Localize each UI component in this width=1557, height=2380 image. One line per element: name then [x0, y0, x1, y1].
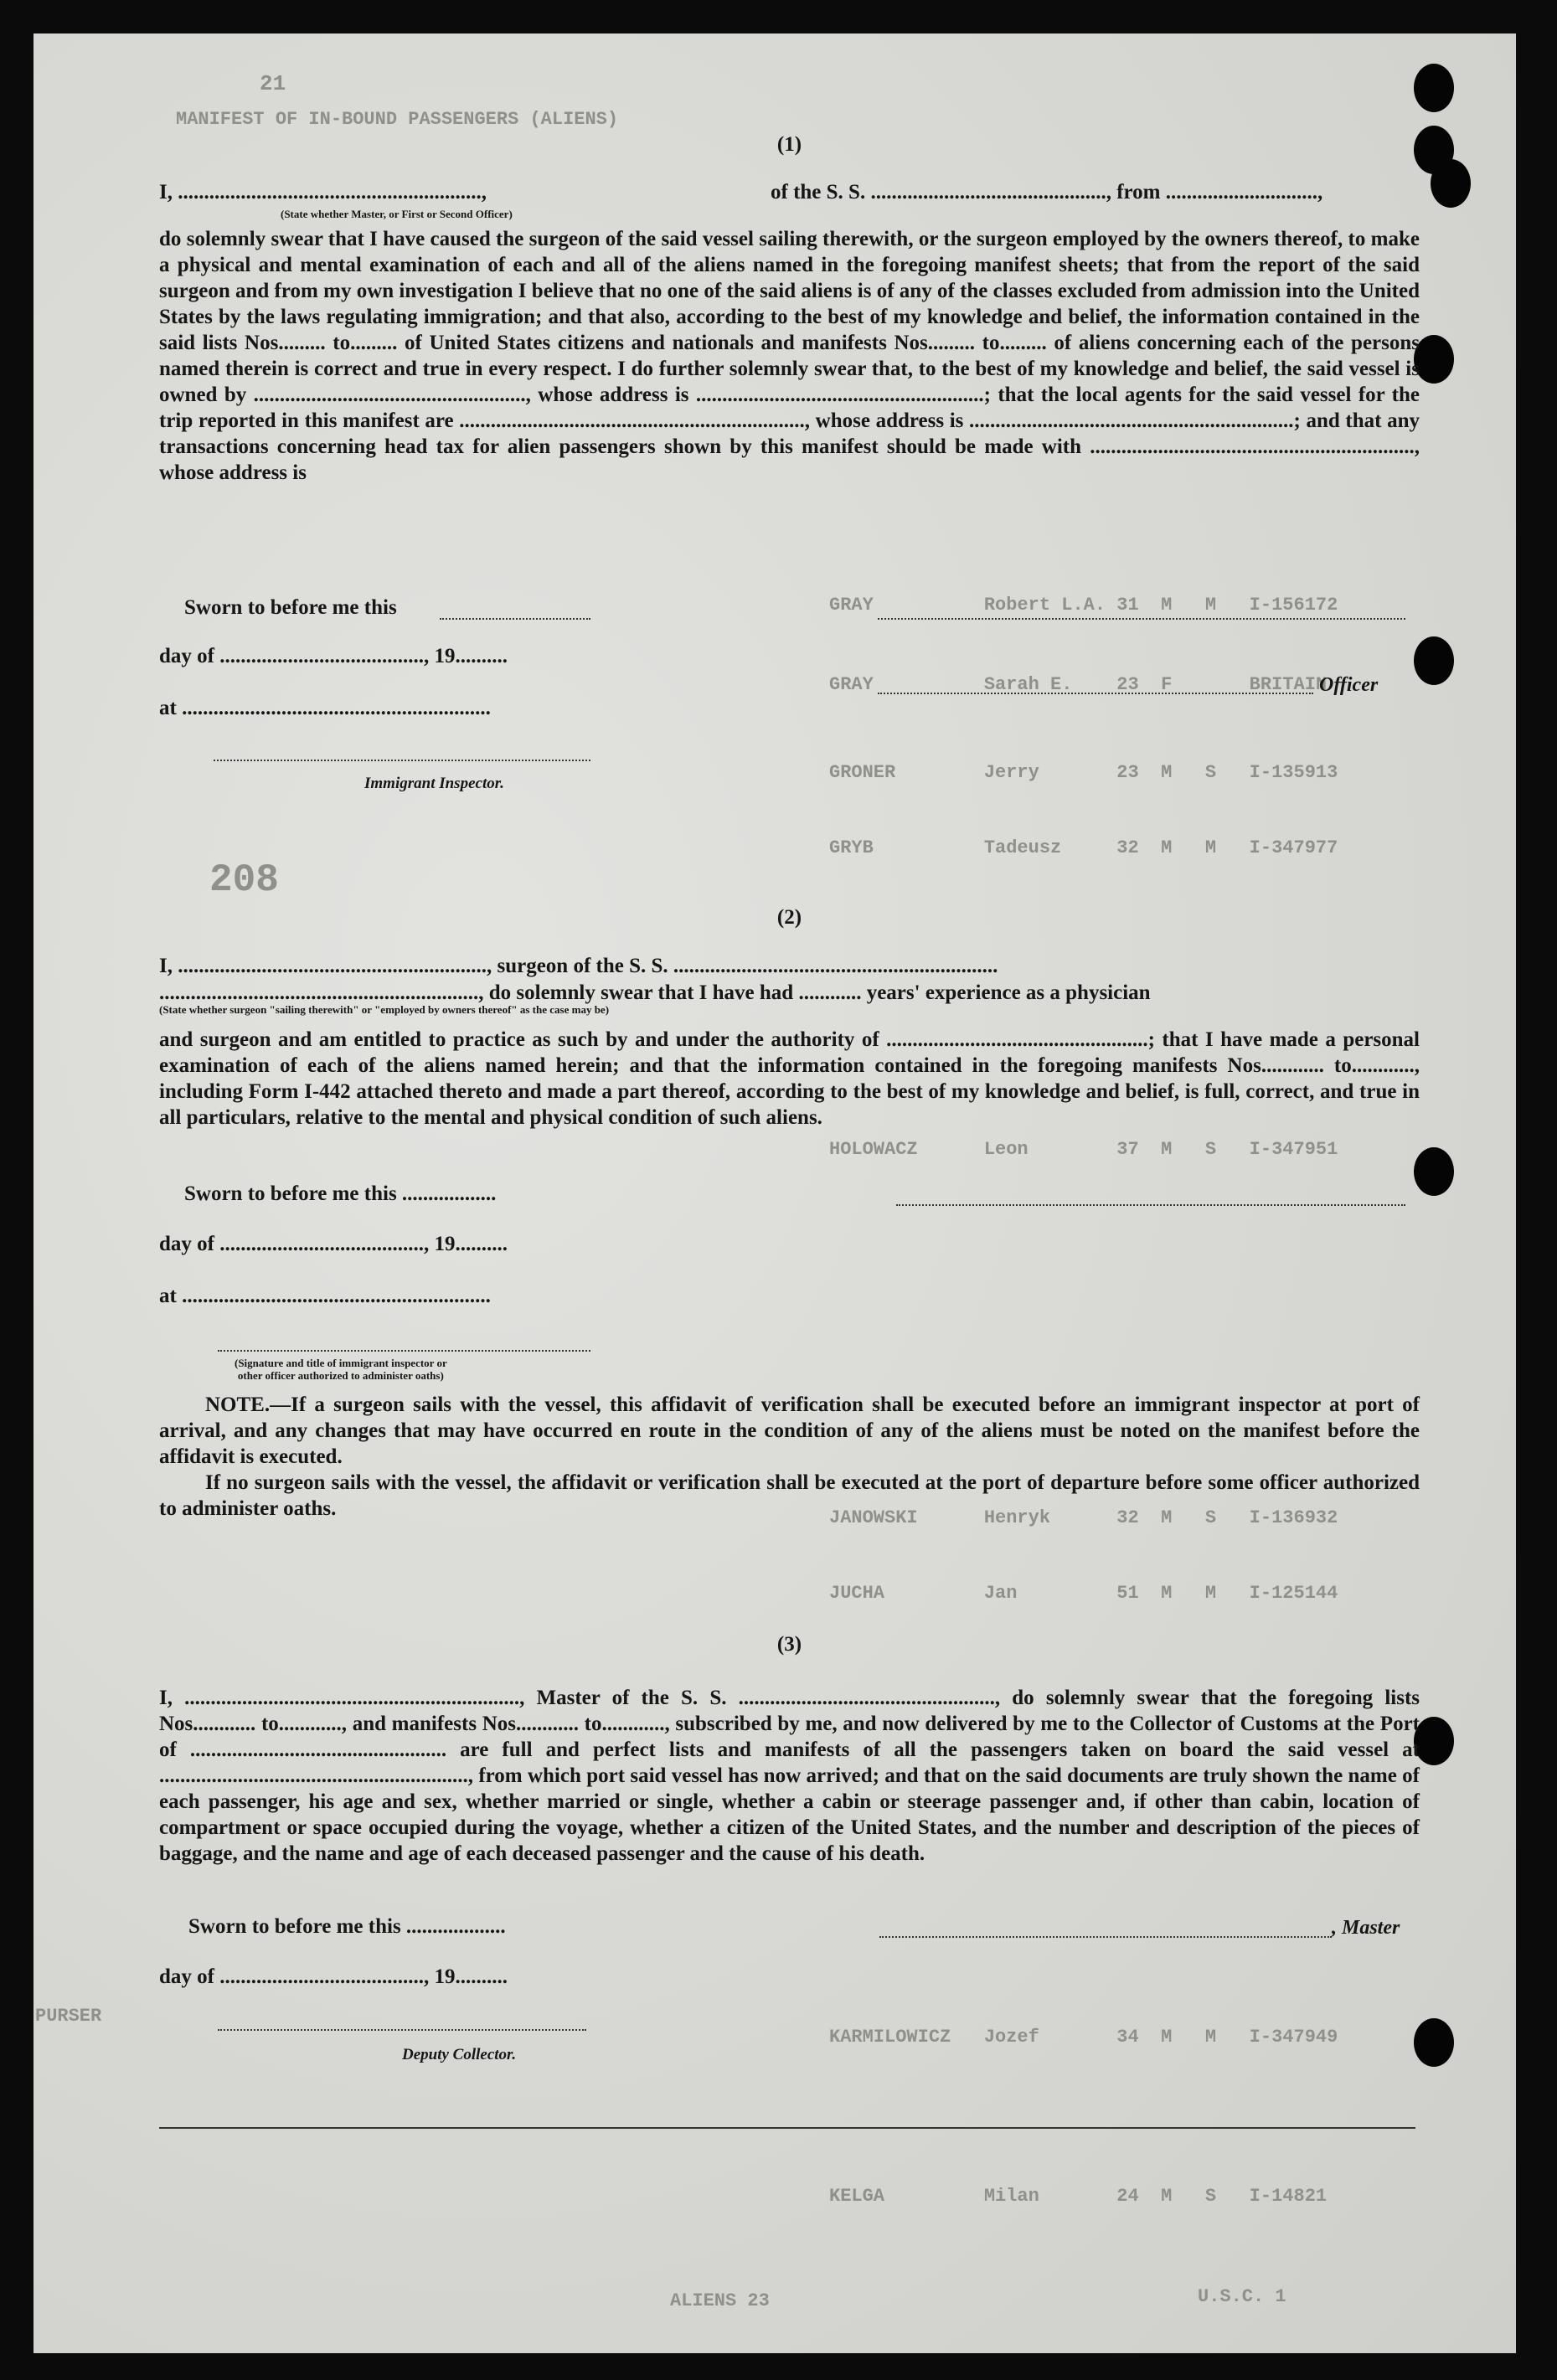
document-page [34, 33, 1516, 2353]
s2-line-2: ............................................................., do solemnly swear that I have had ............ years' experience as a physician [159, 981, 1151, 1004]
bleed-row: GRAY Sarah E. 23 F BRITAIN [829, 674, 1328, 695]
note-text: —If a surgeon sails with the vessel, this affidavit of verification shall be executed before an immigrant inspector at port of arrival, and any changes that may have occurred en route in the condition of any of the aliens must be noted on the manifest before the affidavit is executed. [159, 1393, 1420, 1468]
bleed-row: HOLOWACZ Leon 37 M S I-347951 [829, 1139, 1338, 1160]
bleed-row: GRYB Tadeusz 32 M M I-347977 [829, 837, 1338, 858]
bleed-purser: PURSER [35, 2006, 102, 2027]
bleed-row: GRAY Robert L.A. 31 M M I-156172 [829, 595, 1338, 616]
s2-line-1: I, ..........................................................., surgeon of the S. S. .............................................................. [159, 955, 998, 977]
bleed-usci: U.S.C. 1 [1198, 2286, 1286, 2307]
s2-at: at ........................................................... [159, 1285, 491, 1307]
bleed-row: KELGA Milan 24 M S I-14821 [829, 2186, 1328, 2207]
section-2-heading: (2) [776, 906, 802, 929]
s3-deputy-line [218, 2029, 586, 2031]
punch-hole [1414, 64, 1454, 112]
s3-sworn: Sworn to before me this ................... [188, 1915, 506, 1938]
s3-day-of: day of ......................................., 19.......... [159, 1965, 508, 1988]
s2-paragraph: and surgeon and am entitled to practice as such by and under the authority of ..................................................; that I have made a personal examination of each of the aliens named herein; and that the information contained in the foregoing manifests Nos............ to............, including Form I-442 attached thereto and made a part thereof, according to the best of my knowledge and belief, is full, correct, and true in all particulars, relative to the mental and physical condition of such aliens. [159, 1028, 1420, 1129]
section-3-heading: (3) [776, 1633, 802, 1656]
s1-at: at ........................................................... [159, 697, 491, 719]
bleed-header: MANIFEST OF IN-BOUND PASSENGERS (ALIENS) [176, 109, 619, 130]
s2-signature-note: (Signature and title of immigrant inspector or other officer authorized to administer oaths) [235, 1357, 447, 1382]
s2-signature-line [218, 1350, 590, 1352]
s2-note-1 [159, 1392, 1420, 1470]
s2-sworn: Sworn to before me this .................. [184, 1182, 497, 1205]
s3-master-line [879, 1936, 1332, 1938]
punch-hole [1414, 1717, 1454, 1765]
s1-line-1a: I, .........................................................., [159, 181, 487, 203]
s2-right-line [896, 1204, 1405, 1206]
s1-paragraph: do solemnly swear that I have caused the surgeon of the said vessel sailing therewith, or the surgeon employed by the owners thereof, to make a physical and mental examination of each and all of the aliens named in the foregoing manifest sheets; that from the report of the said surgeon and from my own investigation I believe that no one of the said aliens is of any of the classes excluded from admission into the United States by the laws regulating immigration; and that also, according to the best of my knowledge and belief, the information contained in the said lists Nos......... to......... of United States citizens and nationals and manifests Nos......... to......... of aliens concerning each of the persons named therein is correct and true in every respect. I do further solemnly swear that, to the best of my knowledge and belief, the said vessel is owned by ...................................................., whose address is .......................................................; that the local agents for the said vessel for the trip reported in this manifest are .................................................................., whose address is ..............................................................; and that any transactions concerning head tax for alien passengers shown by this manifest should be made with .............................................................., whose address is [159, 228, 1420, 484]
s3-master-label: , Master [1332, 1917, 1400, 1939]
s1-officer-label: Officer [1319, 674, 1379, 696]
bleed-row: JUCHA Jan 51 M M I-125144 [829, 1583, 1338, 1604]
s3-deputy-collector: Deputy Collector. [402, 2046, 517, 2063]
s1-officer-line-2 [878, 693, 1313, 694]
s1-immigrant-inspector: Immigrant Inspector. [364, 775, 504, 792]
note-label: NOTE. [205, 1393, 271, 1416]
s1-officer-line-1 [878, 618, 1405, 620]
s2-note-2: If no surgeon sails with the vessel, the affidavit or verification shall be executed at the port of departure before some officer authorized to administer oaths. [159, 1471, 1420, 1520]
s1-sworn-line [440, 618, 590, 620]
bleed-number: 208 [209, 858, 279, 902]
punch-hole [1414, 636, 1454, 685]
section-1-heading: (1) [776, 133, 802, 156]
punch-hole [1431, 159, 1471, 208]
s3-bottom-rule [159, 2127, 1415, 2129]
punch-hole [1414, 335, 1454, 384]
page-number-stamp: 21 [260, 71, 286, 96]
s3-paragraph: I, ................................................................, Master of the S. S. ................................................., do solemnly swear that the foregoing lists Nos............ to............, and manifests Nos............ to............, subscribed by me, and now delivered by me to the Collector of Customs at the Port of ................................................. are full and perfect lists and manifests of all the passengers taken on board the said vessel at ..........................................................., from which port said vessel has now arrived; and that on the said documents are truly shown the name of each passenger, his age and sex, whether married or single, whether a cabin or steerage passenger and, if other than cabin, location of compartment or space occupied during the voyage, whether a citizen of the United States, and the number and description of the pieces of baggage, and the name and age of each deceased passenger and the cause of his death. [159, 1687, 1420, 1865]
s1-day-of: day of ......................................., 19.......... [159, 645, 508, 667]
punch-hole [1414, 1147, 1454, 1196]
s1-line-1-sub: (State whether Master, or First or Second Officer) [281, 208, 513, 220]
s1-sworn: Sworn to before me this [184, 596, 397, 619]
bleed-row: GRONER Jerry 23 M S I-135913 [829, 762, 1338, 783]
s2-day-of: day of ......................................., 19.......... [159, 1233, 508, 1255]
bleed-foot: ALIENS 23 [670, 2290, 770, 2311]
punch-hole [1414, 2018, 1454, 2067]
bleed-row: KARMILOWICZ Jozef 34 M M I-347949 [829, 2027, 1338, 2048]
s1-line-1b: of the S. S. ............................................., from ............................., [771, 181, 1323, 203]
s2-line-2-sub: (State whether surgeon "sailing therewith" or "employed by owners thereof" as the case may be) [159, 1003, 610, 1016]
s1-inspector-line [214, 760, 590, 761]
bleed-row: JANOWSKI Henryk 32 M S I-136932 [829, 1507, 1338, 1528]
